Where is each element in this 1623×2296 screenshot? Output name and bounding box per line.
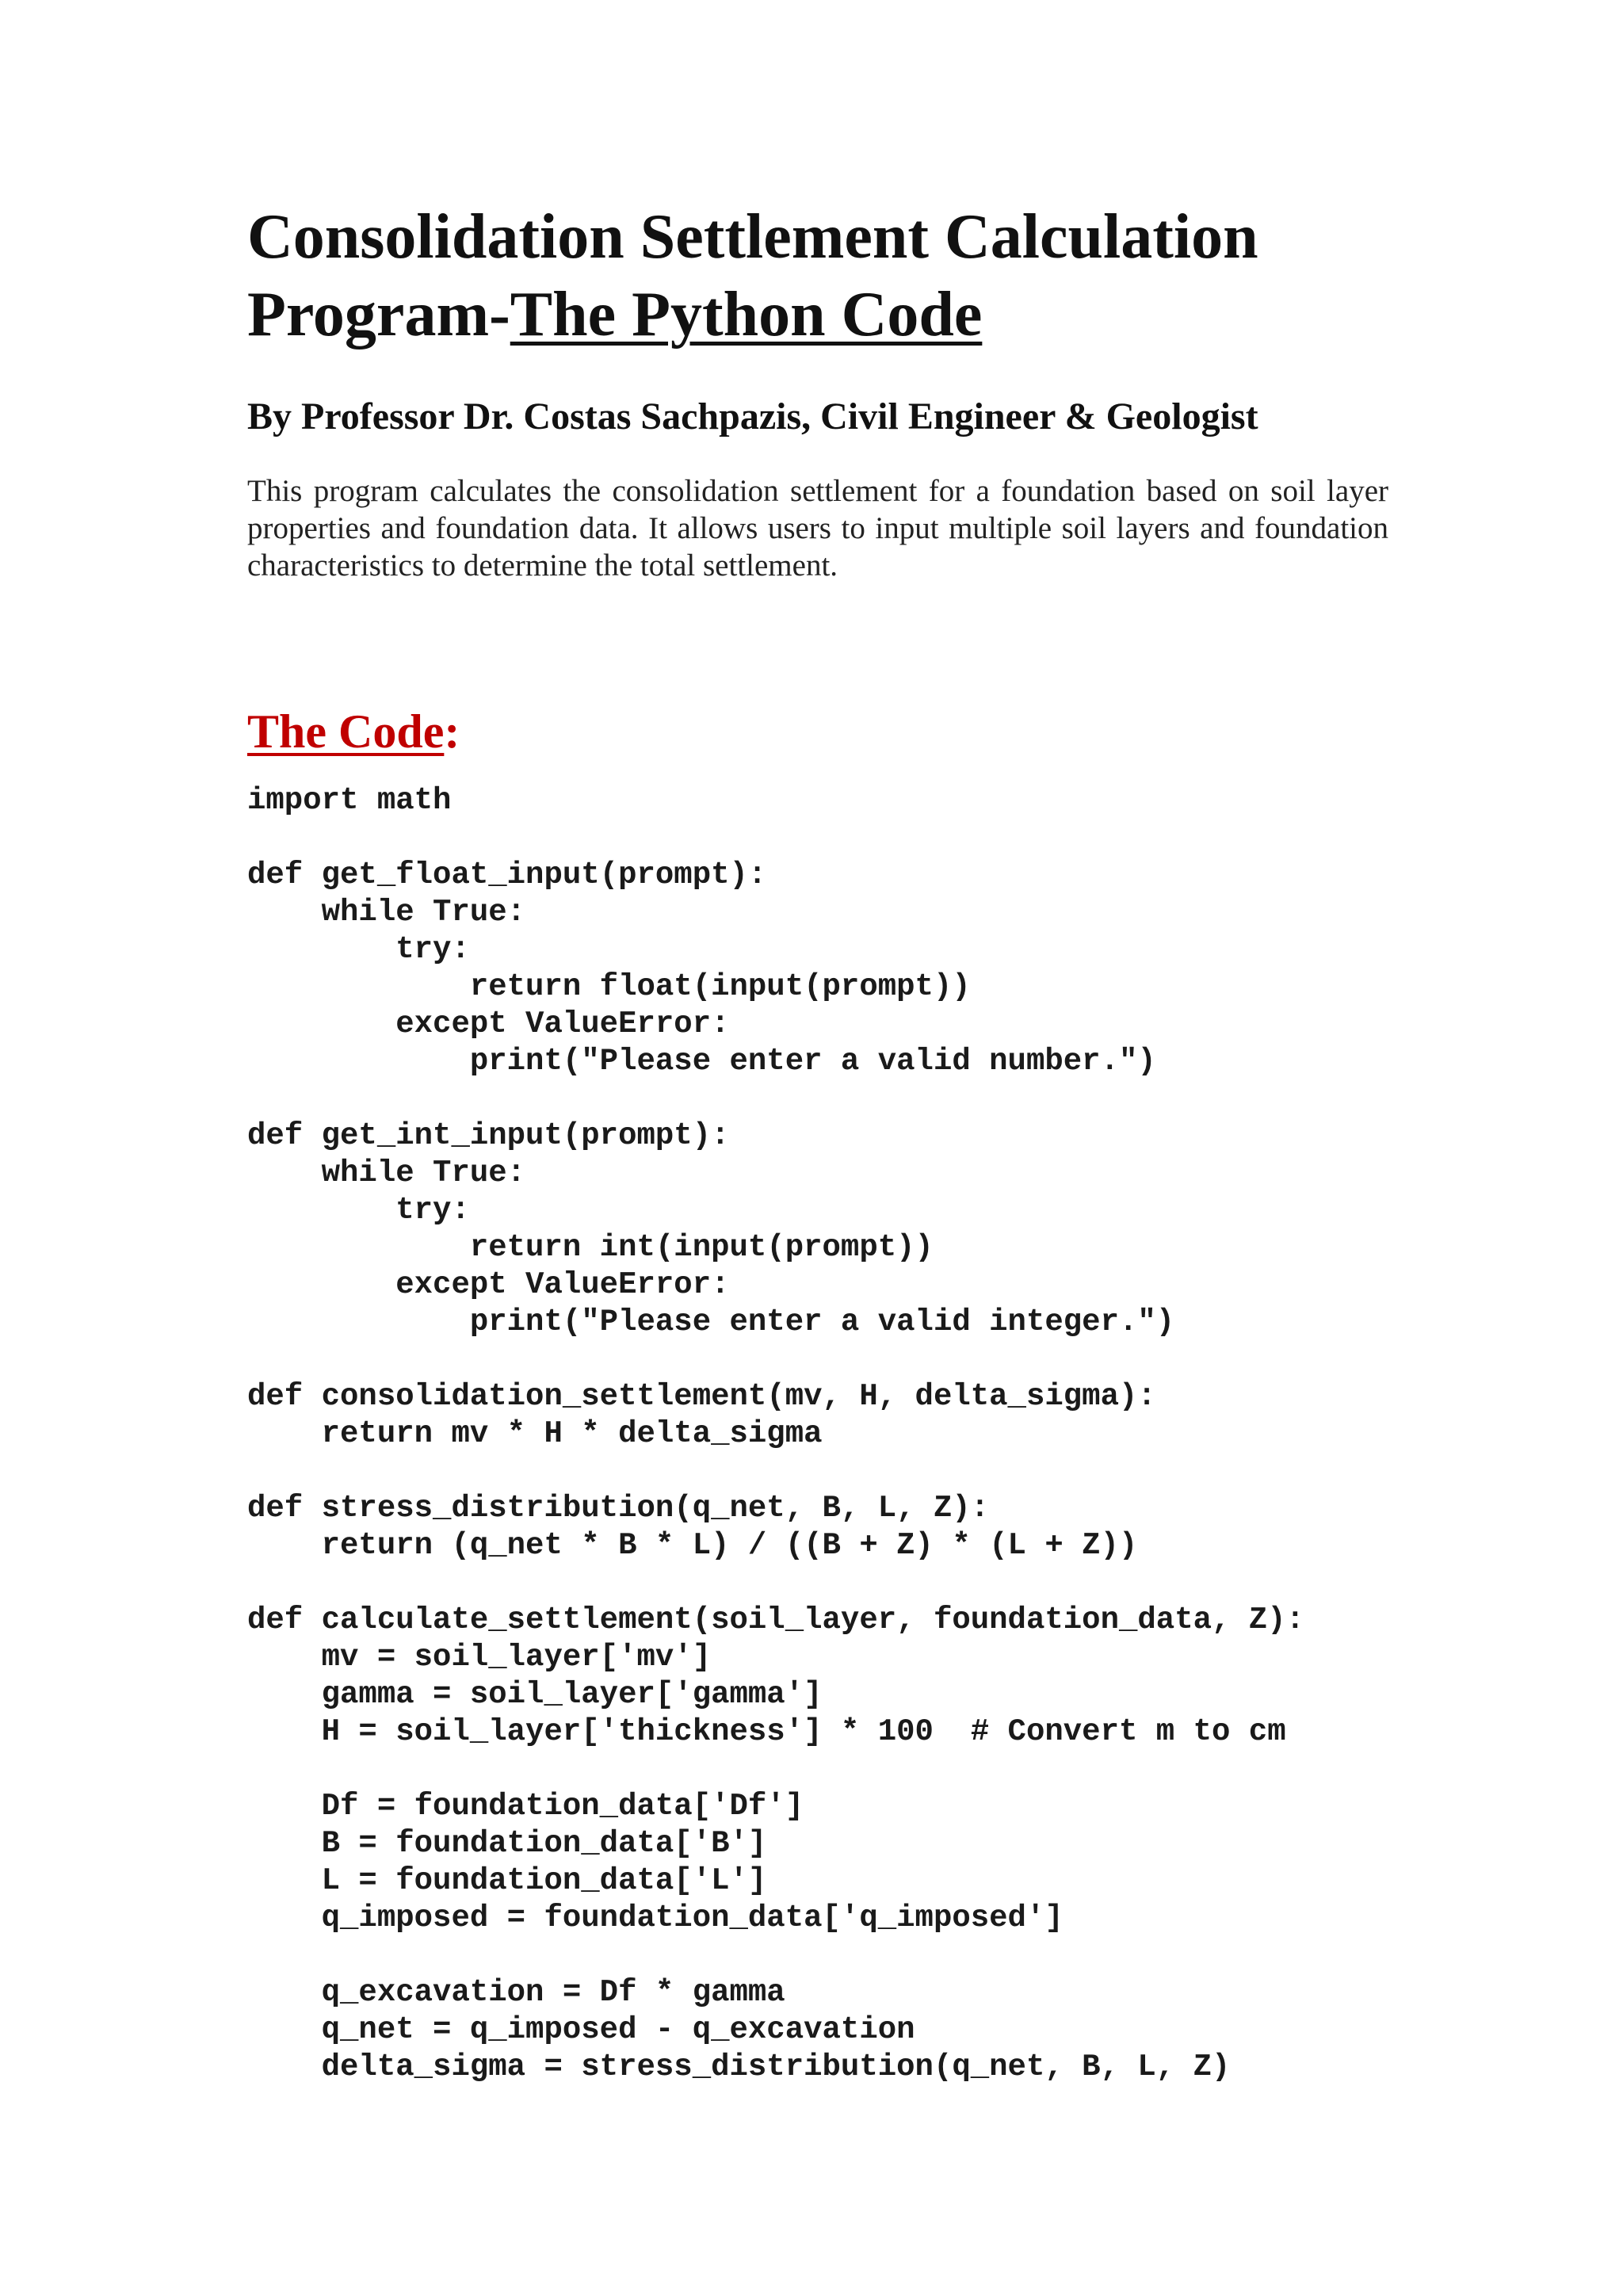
code-line: L = foundation_data['L'] [247, 1863, 767, 1898]
document-content [247, 198, 1388, 2086]
code-line: return float(input(prompt)) [247, 969, 971, 1004]
code-line: import math [247, 783, 452, 818]
code-line: q_net = q_imposed - q_excavation [247, 2012, 915, 2047]
code-section-heading [247, 703, 1388, 760]
code-line: print("Please enter a valid integer.") [247, 1305, 1175, 1339]
author-byline: By Professor Dr. Costas Sachpazis, Civil Engineer & Geologist [247, 395, 1258, 437]
code-line: H = soil_layer['thickness'] * 100 # Convert m to cm [247, 1714, 1286, 1749]
code-line: def stress_distribution(q_net, B, L, Z): [247, 1491, 990, 1526]
code-line [247, 1453, 1388, 1490]
code-line: def consolidation_settlement(mv, H, delta_sigma): [247, 1379, 1156, 1414]
code-line [247, 819, 1388, 857]
code-line: def calculate_settlement(soil_layer, foundation_data, Z): [247, 1603, 1305, 1637]
code-line: except ValueError: [247, 1267, 730, 1302]
code-line: def get_int_input(prompt): [247, 1118, 730, 1153]
code-line: Df = foundation_data['Df'] [247, 1789, 804, 1824]
code-line: except ValueError: [247, 1007, 730, 1041]
code-line: def get_float_input(prompt): [247, 858, 767, 892]
code-line: mv = soil_layer['mv'] [247, 1640, 712, 1675]
title-part-1: Consolidation Settlement Calculation Program- [247, 202, 1258, 350]
code-line: gamma = soil_layer['gamma'] [247, 1677, 823, 1712]
code-line [247, 1937, 1388, 1974]
code-line: delta_sigma = stress_distribution(q_net, B, L, Z) [247, 2050, 1231, 2084]
code-line: print("Please enter a valid number.") [247, 1044, 1156, 1079]
intro-paragraph: This program calculates the consolidation settlement for a foundation based on soil layer properties and foundation data. It allows users to input multiple soil layers and foundation characteristics to determine the total settlement. [247, 474, 1388, 583]
code-line: return mv * H * delta_sigma [247, 1416, 823, 1451]
code-line: while True: [247, 1156, 526, 1190]
code-section-heading-colon: : [444, 705, 460, 758]
code-line [247, 1564, 1388, 1602]
code-line: B = foundation_data['B'] [247, 1826, 767, 1861]
title-part-2: The Python Code [510, 280, 983, 350]
code-line [247, 1751, 1388, 1788]
page-title [247, 198, 1388, 353]
code-line: q_imposed = foundation_data['q_imposed'] [247, 1901, 1064, 1935]
code-line: q_excavation = Df * gamma [247, 1975, 785, 2010]
code-line: try: [247, 1193, 470, 1228]
code-line: return int(input(prompt)) [247, 1230, 934, 1265]
code-line: return (q_net * B * L) / ((B + Z) * (L + Z)) [247, 1528, 1138, 1563]
code-line [247, 1080, 1388, 1117]
code-line: while True: [247, 895, 526, 930]
code-section-heading-text: The Code [247, 705, 445, 758]
code-line: try: [247, 932, 470, 967]
code-block [247, 782, 1388, 2086]
code-line [247, 1341, 1388, 1378]
